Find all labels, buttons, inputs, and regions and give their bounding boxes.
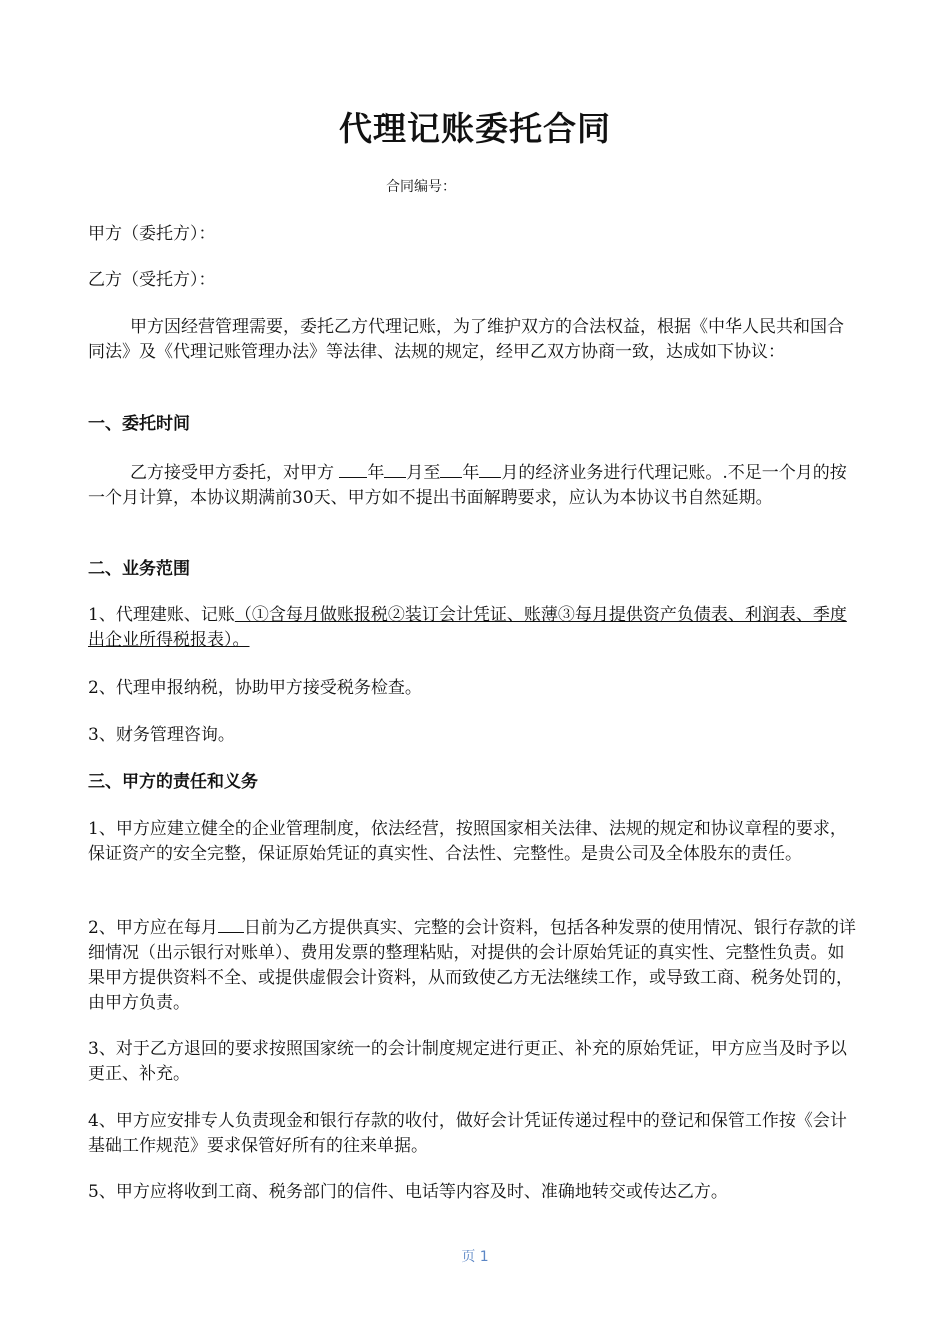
section-1-month-1: 月至: [406, 463, 441, 483]
section-1-heading: 一、委托时间: [88, 414, 190, 434]
section-3-item-2: [88, 914, 858, 1016]
contract-number-label: 合同编号：: [386, 179, 456, 195]
section-3-item-5: 5、甲方应将收到工商、税务部门的信件、电话等内容及时、准确地转交或传达乙方。: [88, 1182, 728, 1202]
section-2-item-3: 3、财务管理咨询。: [88, 725, 235, 745]
section-3-item-1: 1、甲方应建立健全的企业管理制度，依法经营，按照国家相关法律、法规的规定和协议章程的要求，保证资产的安全完整，保证原始凭证的真实性、合法性、完整性。是贵公司及全体股东的责任。: [88, 819, 847, 864]
year-blank-2: [440, 459, 462, 478]
intro-paragraph: 甲方因经营管理需要，委托乙方代理记账，为了维护双方的合法权益，根据《中华人民共和国合同法》及《代理记账管理办法》等法律、法规的规定，经甲乙双方协商一致，达成如下协议：: [88, 317, 844, 362]
section-2-item-2: 2、代理申报纳税，协助甲方接受税务检查。: [88, 678, 422, 698]
section-2-item-1-underlined: （①含每月做账报税②装订会计凭证、账薄③每月提供资产负债表、利润表、季度出企业所得税报表）。: [88, 605, 847, 650]
section-1-text-a: 乙方接受甲方委托，对甲方: [130, 463, 340, 483]
section-3-heading: 三、甲方的责任和义务: [88, 772, 258, 792]
section-3-item-3: 3、对于乙方退回的要求按照国家统一的会计制度规定进行更正、补充的原始凭证，甲方应当及时予以更正、补充。: [88, 1039, 847, 1084]
section-1-text-rest: 月的经济业务进行代理记账。.不足一个月的按一个月计算，本协议期满前30天、甲方如不提出书面解聘要求，应认为本协议书自然延期。: [88, 463, 847, 508]
section-2-item-1: [88, 603, 858, 653]
section-3-item-2-text-a: 2、甲方应在每月: [88, 918, 218, 938]
section-1-paragraph: [88, 459, 858, 511]
section-3-item-4: 4、甲方应安排专人负责现金和银行存款的收付，做好会计凭证传递过程中的登记和保管工作按《会计基础工作规范》要求保管好所有的往来单据。: [88, 1111, 847, 1156]
page-title: 代理记账委托合同: [339, 109, 611, 148]
section-1-year-2: 年: [462, 463, 480, 483]
year-blank-1: [339, 459, 367, 478]
month-blank-2: [479, 459, 501, 478]
month-blank-1: [384, 459, 406, 478]
party-b-line: 乙方（受托方）：: [88, 270, 216, 290]
section-1-year-1: 年: [367, 463, 385, 483]
page-number: 页 1: [461, 1249, 489, 1265]
party-a-line: 甲方（委托方）：: [88, 224, 216, 244]
section-2-item-1-prefix: 1、代理建账、记账: [88, 605, 235, 625]
section-2-heading: 二、业务范围: [88, 559, 190, 579]
section-3-item-2-text-b: 日前为乙方提供真实、完整的会计资料，包括各种发票的使用情况、银行存款的详细情况（出示银行对账单）、费用发票的整理粘贴，对提供的会计原始凭证的真实性、完整性负责。如果甲方提供资料不全、或提供虚假会计资料，从而致使乙方无法继续工作，或导致工商、税务处罚的，由甲方负责。: [88, 918, 856, 1013]
day-blank: [218, 914, 244, 933]
